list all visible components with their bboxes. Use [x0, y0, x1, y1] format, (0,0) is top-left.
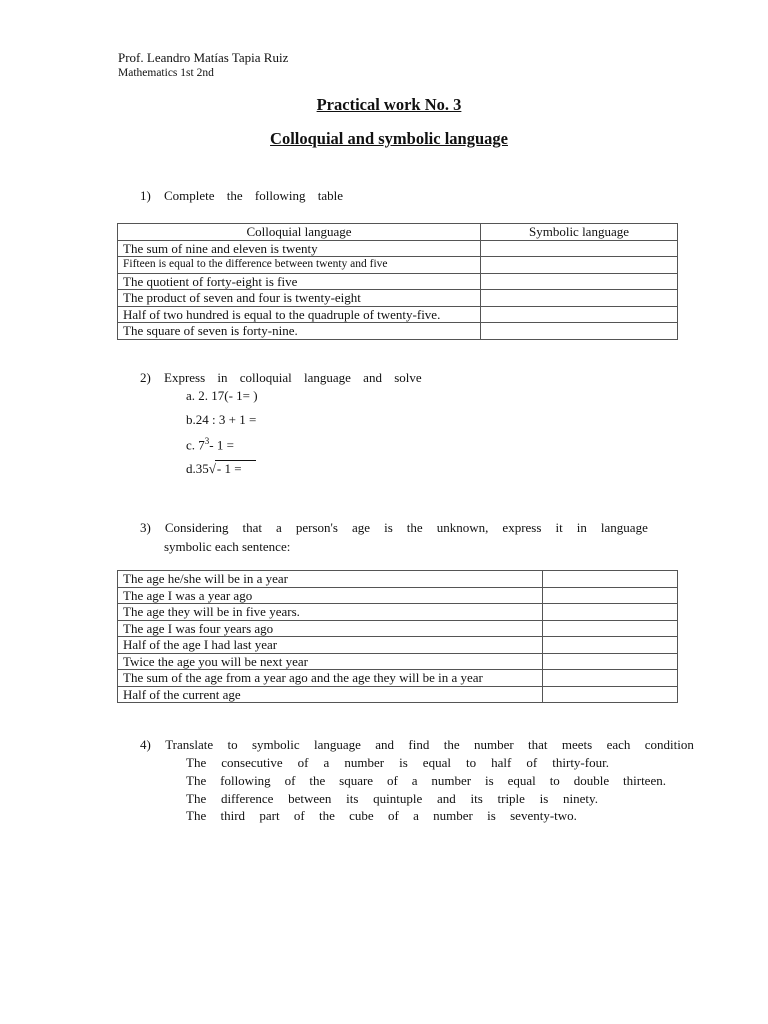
- word: ninety.: [563, 791, 598, 806]
- symbolic-answer-cell[interactable]: [481, 306, 678, 323]
- word: age: [351, 520, 371, 535]
- word: to: [549, 773, 560, 788]
- word: symbolic: [251, 737, 300, 752]
- word: meets: [561, 737, 593, 752]
- table-row: [118, 620, 678, 637]
- word: of: [293, 808, 305, 823]
- word: language: [600, 520, 648, 535]
- symbolic-answer-cell[interactable]: [543, 571, 678, 588]
- question-4: [140, 737, 694, 753]
- word: quintuple: [373, 791, 423, 806]
- word: person's: [295, 520, 338, 535]
- sentence-cell: The age I was a year ago: [118, 587, 543, 604]
- word: following: [220, 773, 271, 788]
- exercise-c: [186, 436, 234, 453]
- word: the: [406, 520, 423, 535]
- exercise-b: b.24 : 3 + 1 =: [186, 412, 257, 427]
- table-row: [118, 571, 678, 588]
- question-3-number: 3): [140, 520, 151, 535]
- word: Translate: [165, 737, 214, 752]
- sentence-cell: The age I was four years ago: [118, 620, 543, 637]
- word: to: [465, 755, 477, 770]
- symbolic-answer-cell[interactable]: [481, 290, 678, 307]
- word: find: [408, 737, 430, 752]
- question-3: [140, 520, 648, 555]
- table-row: [118, 257, 678, 274]
- question-3-line-2: symbolic each sentence:: [164, 539, 291, 554]
- symbolic-answer-cell[interactable]: [481, 240, 678, 257]
- word: thirty-four.: [552, 755, 609, 770]
- word: number: [431, 773, 472, 788]
- table-row: [118, 306, 678, 323]
- colloquial-cell: Half of two hundred is equal to the quadruple of twenty-five.: [118, 306, 481, 323]
- word: double: [573, 773, 610, 788]
- word: cube: [349, 808, 374, 823]
- document-subtitle: Colloquial and symbolic language: [270, 129, 508, 148]
- word: the: [443, 737, 460, 752]
- exercise-d: [186, 460, 256, 477]
- header-symbolic: Symbolic language: [481, 224, 678, 241]
- word: language: [313, 737, 361, 752]
- question-2-text: Express in colloquial language and solve: [164, 370, 422, 385]
- age-sentences-table: [117, 570, 678, 703]
- question-4-line-1: [140, 737, 694, 753]
- word: Considering: [164, 520, 229, 535]
- word: and: [375, 737, 395, 752]
- symbolic-answer-cell[interactable]: [481, 257, 678, 274]
- colloquial-symbolic-table: [117, 223, 678, 340]
- exercise-d-prefix: d.35: [186, 461, 209, 476]
- word: its: [346, 791, 359, 806]
- word: and: [436, 791, 456, 806]
- colloquial-cell: The product of seven and four is twenty-eight: [118, 290, 481, 307]
- word: of: [387, 808, 399, 823]
- word: it: [555, 520, 563, 535]
- word: a: [276, 520, 282, 535]
- table-row: [118, 686, 678, 703]
- table-row: [118, 670, 678, 687]
- symbolic-answer-cell[interactable]: [481, 273, 678, 290]
- symbolic-answer-cell[interactable]: [543, 653, 678, 670]
- word: is: [384, 520, 393, 535]
- word: The: [186, 808, 207, 823]
- header-author: Prof. Leandro Matías Tapia Ruiz: [118, 50, 289, 65]
- table-row: [118, 587, 678, 604]
- word: express: [502, 520, 542, 535]
- symbolic-answer-cell[interactable]: [481, 323, 678, 340]
- condition-3: [186, 791, 598, 807]
- question-1-number: 1): [140, 188, 151, 203]
- table-row: [118, 240, 678, 257]
- word: equal: [507, 773, 536, 788]
- sentence-cell: The sum of the age from a year ago and the age they will be in a year: [118, 670, 543, 687]
- word: consecutive: [221, 755, 283, 770]
- table-row: [118, 653, 678, 670]
- word: that: [528, 737, 548, 752]
- question-1: [140, 188, 343, 204]
- word: of: [297, 755, 309, 770]
- condition-1: [186, 755, 609, 771]
- symbolic-answer-cell[interactable]: [543, 686, 678, 703]
- sentence-cell: Half of the current age: [118, 686, 543, 703]
- question-2-number: 2): [140, 370, 151, 385]
- condition-4: [186, 808, 577, 824]
- symbolic-answer-cell[interactable]: [543, 670, 678, 687]
- word: of: [526, 755, 538, 770]
- word: the: [318, 808, 335, 823]
- word: the: [309, 773, 326, 788]
- colloquial-cell: Fifteen is equal to the difference between twenty and five: [118, 257, 481, 274]
- word: half: [491, 755, 512, 770]
- word: a: [413, 808, 419, 823]
- word: square: [339, 773, 374, 788]
- table-row: [118, 290, 678, 307]
- exercise-c-exponent: 3: [204, 436, 210, 446]
- word: is: [399, 755, 408, 770]
- colloquial-cell: The square of seven is forty-nine.: [118, 323, 481, 340]
- table-row: [118, 604, 678, 621]
- word: triple: [497, 791, 525, 806]
- word: that: [242, 520, 262, 535]
- question-3-line-1: [140, 520, 648, 536]
- word: number: [473, 737, 514, 752]
- word: its: [470, 791, 483, 806]
- word: each: [606, 737, 631, 752]
- exercise-d-radicand: - 1 =: [215, 460, 256, 477]
- word: The: [186, 755, 207, 770]
- question-1-text: Complete the following table: [164, 188, 343, 203]
- word: unknown,: [436, 520, 489, 535]
- word: The: [186, 791, 207, 806]
- word: equal: [422, 755, 451, 770]
- symbolic-answer-cell[interactable]: [543, 637, 678, 654]
- word: seventy-two.: [510, 808, 577, 823]
- word: between: [288, 791, 332, 806]
- header-colloquial: Colloquial language: [118, 224, 481, 241]
- word: in: [576, 520, 587, 535]
- word: a: [323, 755, 330, 770]
- sqrt-icon: √: [208, 461, 216, 476]
- sentence-cell: Twice the age you will be next year: [118, 653, 543, 670]
- word: to: [227, 737, 238, 752]
- colloquial-cell: The quotient of forty-eight is five: [118, 273, 481, 290]
- colloquial-cell: The sum of nine and eleven is twenty: [118, 240, 481, 257]
- word: is: [485, 773, 494, 788]
- word: is: [487, 808, 496, 823]
- header-course: Mathematics 1st 2nd: [118, 67, 214, 79]
- symbolic-answer-cell[interactable]: [543, 604, 678, 621]
- table-header-row: [118, 224, 678, 241]
- word: part: [259, 808, 280, 823]
- word: thirteen.: [623, 773, 666, 788]
- exercise-a: a. 2. 17(- 1= ): [186, 388, 258, 403]
- table-row: [118, 273, 678, 290]
- sentence-cell: The age he/she will be in a year: [118, 571, 543, 588]
- word: third: [220, 808, 246, 823]
- document-title: Practical work No. 3: [316, 95, 462, 114]
- question-4-number: 4): [140, 737, 151, 752]
- exercise-c-base: c. 7: [186, 437, 205, 453]
- symbolic-answer-cell[interactable]: [543, 587, 678, 604]
- word: a: [411, 773, 418, 788]
- word: number: [344, 755, 385, 770]
- symbolic-answer-cell[interactable]: [543, 620, 678, 637]
- exercise-c-rest: - 1 =: [209, 437, 234, 453]
- sentence-cell: Half of the age I had last year: [118, 637, 543, 654]
- word: The: [186, 773, 207, 788]
- word: condition: [644, 737, 694, 752]
- condition-2: [186, 773, 666, 789]
- question-2: [140, 370, 422, 386]
- word: of: [284, 773, 296, 788]
- table-row: [118, 323, 678, 340]
- table-row: [118, 637, 678, 654]
- word: of: [386, 773, 398, 788]
- sentence-cell: The age they will be in five years.: [118, 604, 543, 621]
- word: number: [433, 808, 473, 823]
- word: is: [539, 791, 549, 806]
- word: difference: [220, 791, 274, 806]
